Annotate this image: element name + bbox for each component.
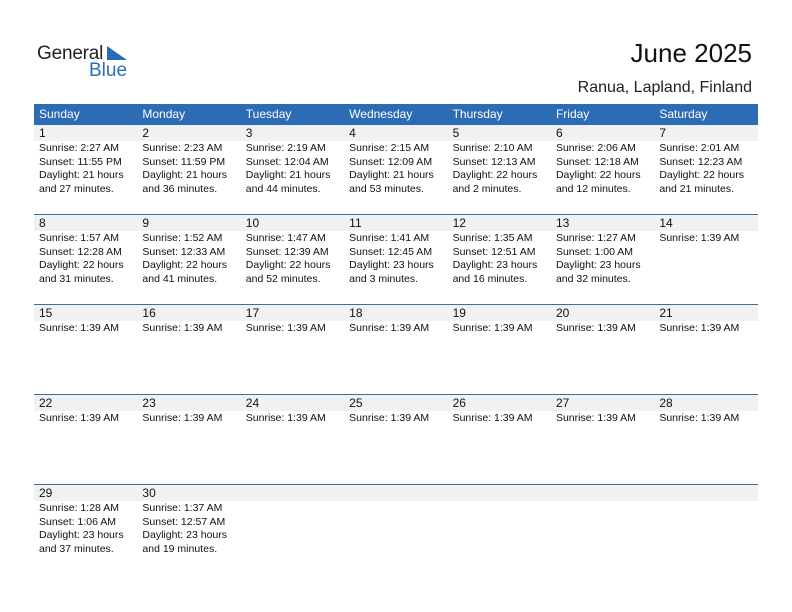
weeks-container <box>34 125 758 575</box>
day-detail-line: Sunrise: 1:39 AM <box>659 322 740 334</box>
week-row <box>34 485 758 575</box>
day-number: 1 <box>39 126 46 140</box>
day-detail-line: and 53 minutes. <box>349 182 424 195</box>
day-number: 22 <box>39 396 53 410</box>
week-row <box>34 125 758 215</box>
logo-text-blue: Blue <box>89 60 128 81</box>
day-detail-line: Sunrise: 1:27 AM <box>555 232 636 244</box>
day-cell <box>241 231 344 286</box>
day-cell <box>448 501 551 556</box>
day-number: 17 <box>245 306 260 320</box>
location-label: Ranua, Lapland, Finland <box>577 79 752 96</box>
day-detail-line: Sunrise: 1:39 AM <box>659 412 740 424</box>
day-detail-line: Sunrise: 1:39 AM <box>349 322 430 334</box>
day-detail-line: Sunrise: 1:52 AM <box>142 232 223 244</box>
day-detail-line: Sunset: 12:57 AM <box>142 515 226 528</box>
day-cell <box>448 321 551 336</box>
day-detail-line: and 37 minutes. <box>39 542 114 555</box>
day-number: 3 <box>245 126 253 140</box>
day-number: 7 <box>659 126 667 140</box>
day-cell <box>241 141 344 196</box>
day-number <box>344 485 447 501</box>
day-cell <box>551 501 654 556</box>
day-cell <box>241 501 344 556</box>
day-detail-line: Sunrise: 1:41 AM <box>349 232 430 244</box>
day-detail-line: Sunset: 12:39 AM <box>245 245 329 258</box>
day-number <box>551 485 654 501</box>
day-number: 15 <box>39 306 53 320</box>
day-info-row <box>34 321 758 336</box>
brand-logo <box>37 43 137 83</box>
day-cell <box>137 231 240 286</box>
day-detail-line: Sunrise: 2:06 AM <box>555 142 636 154</box>
day-cell <box>137 411 240 426</box>
day-detail-line: Daylight: 22 hours <box>452 169 538 182</box>
day-cell <box>344 321 447 336</box>
day-detail-line: Sunset: 12:28 AM <box>39 245 122 258</box>
calendar-grid <box>34 104 758 575</box>
day-number: 21 <box>659 306 673 320</box>
day-detail-line: and 27 minutes. <box>39 182 114 195</box>
day-number-row <box>34 215 758 231</box>
day-cell <box>34 501 137 556</box>
day-info-row <box>34 411 758 426</box>
day-number: 10 <box>245 216 260 230</box>
day-detail-line: and 21 minutes. <box>659 182 735 195</box>
day-number: 2 <box>142 126 150 140</box>
day-detail-line: Daylight: 21 hours <box>349 169 434 182</box>
day-cell <box>448 141 551 196</box>
day-detail-line: Daylight: 23 hours <box>349 259 434 272</box>
day-number: 5 <box>452 126 460 140</box>
day-info-row <box>34 141 758 196</box>
day-detail-line: Daylight: 21 hours <box>39 169 124 182</box>
day-detail-line: Daylight: 21 hours <box>142 169 228 182</box>
day-detail-line: Sunset: 12:45 AM <box>349 245 433 258</box>
day-detail-line: Sunrise: 1:39 AM <box>39 412 119 424</box>
day-info-row <box>34 231 758 286</box>
day-number <box>448 485 551 501</box>
day-cell <box>551 231 654 286</box>
day-cell <box>654 321 757 336</box>
day-number <box>241 485 344 501</box>
day-cell <box>137 501 240 556</box>
day-detail-line: Sunrise: 1:47 AM <box>245 232 326 244</box>
day-number: 23 <box>142 396 156 410</box>
weekday-sunday: Sunday <box>39 107 80 121</box>
day-detail-line: and 36 minutes. <box>142 182 218 195</box>
day-number-row <box>34 485 758 501</box>
day-number: 9 <box>142 216 150 230</box>
day-cell <box>34 321 137 336</box>
day-detail-line: and 2 minutes. <box>452 182 522 195</box>
day-number: 28 <box>659 396 673 410</box>
day-number <box>654 485 757 501</box>
day-detail-line: Sunrise: 1:39 AM <box>245 322 326 334</box>
day-detail-line: Sunrise: 1:39 AM <box>555 412 636 424</box>
day-detail-line: and 44 minutes. <box>245 182 321 195</box>
day-detail-line: Sunrise: 1:39 AM <box>39 322 119 334</box>
day-detail-line: Sunrise: 2:23 AM <box>142 142 223 154</box>
day-number: 11 <box>349 216 362 230</box>
day-detail-line: Daylight: 22 hours <box>142 259 228 272</box>
day-detail-line: Sunrise: 2:27 AM <box>39 142 119 154</box>
day-detail-line: Daylight: 22 hours <box>245 259 331 272</box>
weekday-tuesday: Tuesday <box>245 107 292 121</box>
day-cell <box>448 231 551 286</box>
day-detail-line: Sunset: 12:09 AM <box>349 155 433 168</box>
weekday-wednesday: Wednesday <box>349 107 413 121</box>
day-number: 26 <box>452 396 466 410</box>
day-number: 19 <box>452 306 466 320</box>
day-detail-line: Sunrise: 1:39 AM <box>452 322 533 334</box>
day-cell <box>344 411 447 426</box>
day-detail-line: Sunrise: 1:35 AM <box>452 232 533 244</box>
day-detail-line: Daylight: 23 hours <box>555 259 641 272</box>
day-number: 16 <box>142 306 156 320</box>
day-detail-line: Sunrise: 1:39 AM <box>349 412 430 424</box>
day-detail-line: and 52 minutes. <box>245 272 321 285</box>
day-cell <box>654 141 757 196</box>
weekday-thursday: Thursday <box>452 107 503 121</box>
day-detail-line: Sunset: 12:13 AM <box>452 155 536 168</box>
day-number: 27 <box>555 396 570 410</box>
day-cell <box>241 321 344 336</box>
day-cell <box>34 231 137 286</box>
weekday-saturday: Saturday <box>659 107 708 121</box>
day-detail-line: and 16 minutes. <box>452 272 528 285</box>
day-detail-line: Sunrise: 2:10 AM <box>452 142 533 154</box>
day-detail-line: Sunrise: 1:39 AM <box>452 412 533 424</box>
day-cell <box>654 501 757 556</box>
day-detail-line: and 41 minutes. <box>142 272 218 285</box>
day-number: 18 <box>349 306 363 320</box>
day-number-row <box>34 125 758 141</box>
day-detail-line: and 3 minutes. <box>349 272 419 285</box>
day-detail-line: Sunrise: 1:39 AM <box>555 322 636 334</box>
day-detail-line: Sunset: 12:33 AM <box>142 245 226 258</box>
day-cell <box>551 321 654 336</box>
day-number: 14 <box>659 216 673 230</box>
day-cell <box>551 411 654 426</box>
day-detail-line: Sunrise: 1:39 AM <box>142 322 223 334</box>
week-row <box>34 215 758 305</box>
day-detail-line: Daylight: 21 hours <box>245 169 331 182</box>
week-row <box>34 305 758 395</box>
day-detail-line: Sunrise: 1:39 AM <box>245 412 326 424</box>
day-cell <box>137 321 240 336</box>
day-cell <box>344 141 447 196</box>
day-detail-line: Sunrise: 2:01 AM <box>659 142 740 154</box>
day-detail-line: Daylight: 23 hours <box>142 529 228 542</box>
day-detail-line: Sunrise: 1:39 AM <box>142 412 223 424</box>
day-detail-line: Sunset: 1:00 AM <box>555 245 634 258</box>
day-detail-line: Sunset: 11:59 PM <box>142 155 226 168</box>
day-cell <box>137 141 240 196</box>
day-detail-line: and 12 minutes. <box>555 182 631 195</box>
day-cell <box>241 411 344 426</box>
day-cell <box>654 231 757 286</box>
day-detail-line: and 32 minutes. <box>555 272 631 285</box>
day-detail-line: Daylight: 22 hours <box>39 259 124 272</box>
day-number: 6 <box>555 126 563 140</box>
day-detail-line: Daylight: 22 hours <box>555 169 641 182</box>
day-detail-line: Sunset: 11:55 PM <box>39 155 122 168</box>
day-detail-line: Sunset: 1:06 AM <box>39 515 117 528</box>
day-detail-line: Sunrise: 2:15 AM <box>349 142 430 154</box>
day-detail-line: Sunrise: 1:39 AM <box>659 232 740 244</box>
day-number: 29 <box>39 486 53 500</box>
day-info-row <box>34 501 758 556</box>
weekday-header <box>34 104 758 125</box>
day-number: 4 <box>349 126 356 140</box>
day-detail-line: Sunset: 12:51 AM <box>452 245 536 258</box>
day-cell <box>34 141 137 196</box>
day-number: 24 <box>245 396 260 410</box>
day-cell <box>344 501 447 556</box>
page-title: June 2025 <box>630 38 752 68</box>
day-detail-line: and 19 minutes. <box>142 542 218 555</box>
day-number: 20 <box>555 306 570 320</box>
day-cell <box>344 231 447 286</box>
day-number: 12 <box>452 216 466 230</box>
day-detail-line: Sunrise: 2:19 AM <box>245 142 326 154</box>
weekday-friday: Friday <box>555 107 590 121</box>
day-detail-line: Daylight: 22 hours <box>659 169 744 182</box>
day-detail-line: Sunrise: 1:57 AM <box>39 232 119 244</box>
day-detail-line: Sunset: 12:18 AM <box>555 155 639 168</box>
day-number: 8 <box>39 216 46 230</box>
day-detail-line: Sunset: 12:04 AM <box>245 155 329 168</box>
day-detail-line: Sunset: 12:23 AM <box>659 155 743 168</box>
day-cell <box>34 411 137 426</box>
day-detail-line: Sunrise: 1:28 AM <box>39 502 119 514</box>
day-number: 30 <box>142 486 156 500</box>
day-number-row <box>34 305 758 321</box>
day-cell <box>654 411 757 426</box>
day-cell <box>448 411 551 426</box>
day-detail-line: and 31 minutes. <box>39 272 114 285</box>
day-detail-line: Sunrise: 1:37 AM <box>142 502 223 514</box>
weekday-monday: Monday <box>142 107 186 121</box>
day-detail-line: Daylight: 23 hours <box>452 259 538 272</box>
day-number: 13 <box>555 216 570 230</box>
day-number-row <box>34 395 758 411</box>
logo-text-general: General <box>37 43 104 64</box>
day-number: 25 <box>349 396 363 410</box>
day-detail-line: Daylight: 23 hours <box>39 529 124 542</box>
day-cell <box>551 141 654 196</box>
week-row <box>34 395 758 485</box>
